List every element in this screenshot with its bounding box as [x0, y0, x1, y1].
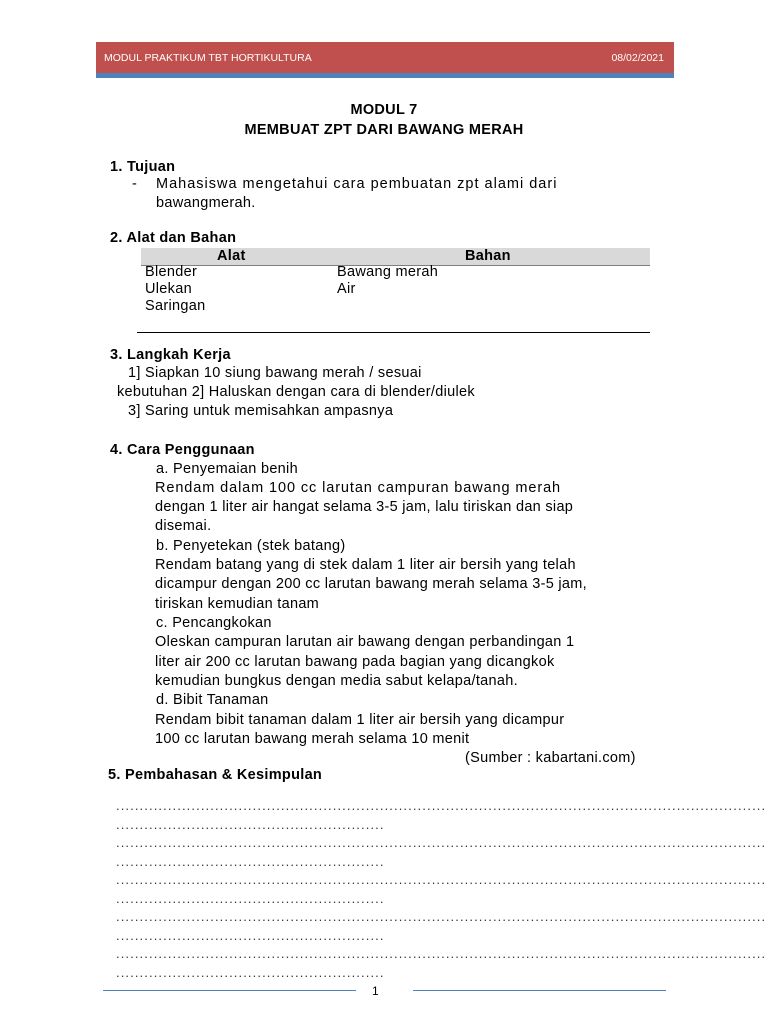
dotted-line: .......................................................................................................................................... [116, 946, 767, 961]
langkah-line-1: 1] Siapkan 10 siung bawang merah / sesuai [128, 365, 422, 381]
sub-a-line-2: dengan 1 liter air hangat selama 3-5 jam, lalu tiriskan dan siap [155, 499, 574, 515]
table-row-1-bahan: Bawang merah [337, 264, 439, 280]
sub-c-title: c. Pencangkokan [156, 615, 272, 631]
sub-b-line-1: Rendam batang yang di stek dalam 1 liter air bersih yang telah [155, 557, 576, 573]
sub-d-line-2: 100 cc larutan bawang merah selama 10 menit [155, 731, 470, 747]
source-citation: (Sumber : kabartani.com) [465, 750, 636, 766]
section-alat-bahan-heading: 2. Alat dan Bahan [110, 230, 237, 246]
dotted-line: ......................................................... [116, 965, 385, 980]
tujuan-bullet: - [132, 176, 138, 192]
col-bahan-header: Bahan [465, 248, 511, 264]
sub-a-title: a. Penyemaian benih [156, 461, 298, 477]
sub-a-line-3: disemai. [155, 518, 212, 534]
col-alat-header: Alat [217, 248, 246, 264]
dotted-line: .......................................................................................................................................... [116, 798, 767, 813]
sub-c-line-3: kemudian bungkus dengan media sabut kelapa/tanah. [155, 673, 518, 689]
page-header [96, 42, 674, 73]
header-module-title: MODUL PRAKTIKUM TBT HORTIKULTURA [104, 52, 312, 64]
sub-d-title: d. Bibit Tanaman [156, 692, 269, 708]
sub-c-line-1: Oleskan campuran larutan air bawang dengan perbandingan 1 [155, 634, 575, 650]
module-number: MODUL 7 [350, 102, 418, 118]
dotted-line: .......................................................................................................................................... [116, 909, 767, 924]
tujuan-text-line1: Mahasiswa mengetahui cara pembuatan zpt alami dari [156, 176, 558, 192]
sub-a-line-1: Rendam dalam 100 cc larutan campuran bawang merah [155, 480, 561, 496]
table-row-2-alat: Ulekan [145, 281, 192, 297]
page-number: 1 [372, 984, 379, 998]
header-accent-bar [96, 73, 674, 78]
sub-d-line-1: Rendam bibit tanaman dalam 1 liter air bersih yang dicampur [155, 712, 565, 728]
header-date: 08/02/2021 [611, 52, 664, 64]
section-tujuan-heading: 1. Tujuan [110, 159, 176, 175]
sub-b-line-3: tiriskan kemudian tanam [155, 596, 320, 612]
tujuan-text-line2: bawangmerah. [156, 195, 256, 211]
dotted-line: ......................................................... [116, 891, 385, 906]
footer-line-right [413, 990, 666, 991]
sub-c-line-2: liter air 200 cc larutan bawang pada bagian yang dicangkok [155, 654, 555, 670]
section-langkah-kerja-heading: 3. Langkah Kerja [110, 347, 231, 363]
langkah-line-2: kebutuhan 2] Haluskan dengan cara di blender/diulek [117, 384, 475, 400]
table-bottom-line [137, 332, 650, 333]
sub-b-title: b. Penyetekan (stek batang) [156, 538, 346, 554]
footer-line-left [103, 990, 356, 991]
module-title: MEMBUAT ZPT DARI BAWANG MERAH [244, 122, 524, 138]
section-cara-penggunaan-heading: 4. Cara Penggunaan [110, 442, 255, 458]
section-pembahasan-heading: 5. Pembahasan & Kesimpulan [108, 767, 323, 783]
dotted-line: ......................................................... [116, 928, 385, 943]
table-row-3-alat: Saringan [145, 298, 206, 314]
dotted-line: ......................................................... [116, 854, 385, 869]
table-row-1-alat: Blender [145, 264, 198, 280]
langkah-line-3: 3] Saring untuk memisahkan ampasnya [128, 403, 394, 419]
dotted-line: ......................................................... [116, 817, 385, 832]
dotted-line: .......................................................................................................................................... [116, 872, 767, 887]
dotted-line: .......................................................................................................................................... [116, 835, 767, 850]
sub-b-line-2: dicampur dengan 200 cc larutan bawang merah selama 3-5 jam, [155, 576, 587, 592]
table-row-2-bahan: Air [337, 281, 356, 297]
